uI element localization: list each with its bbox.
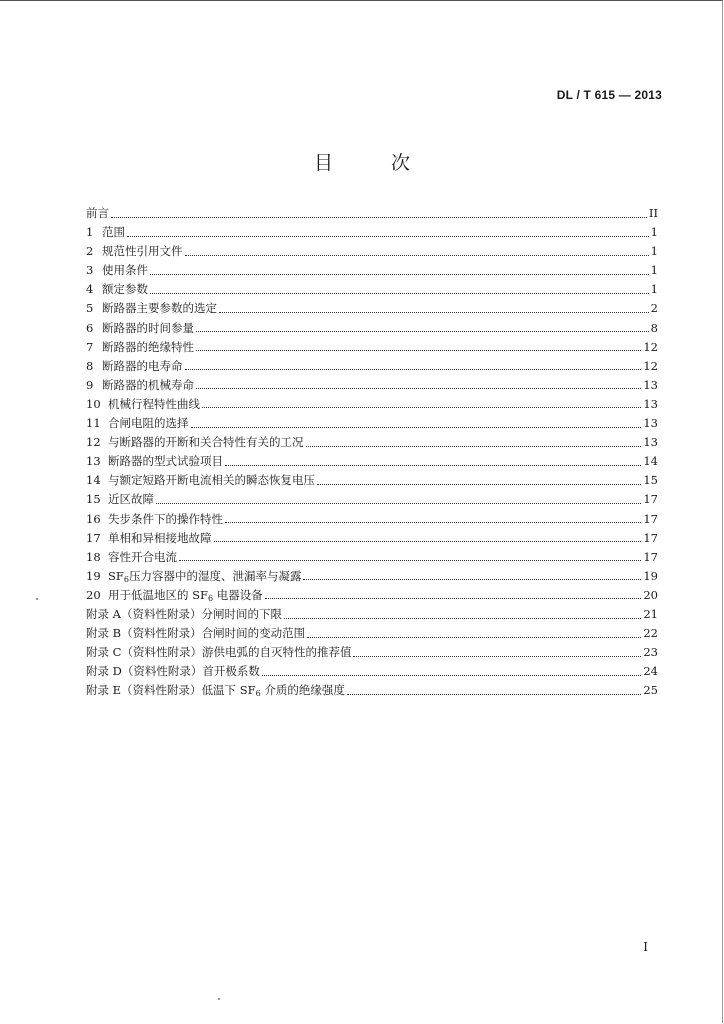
subscript: 6 [208,593,214,603]
toc-entry-number: 11 [86,416,101,431]
toc-entry-number: 12 [86,435,101,450]
toc-entry-label: 断路器的绝缘特性 [102,339,194,354]
toc-entry-page: 12 [643,339,658,354]
toc-entry-page: 17 [643,549,658,564]
toc-entry-label: 前言 [86,206,109,220]
leader-dots [196,349,641,351]
toc-entry-label: 断路器的时间参量 [102,320,194,335]
label-text: SF [108,568,124,583]
toc-entry-page: 13 [643,377,658,392]
toc-entry-number: 20 [86,587,101,602]
leader-dots [127,235,649,237]
toc-entry-label: 断路器的机械寿命 [102,377,194,392]
toc-entry-number: 1 [86,225,94,240]
toc-entry-number: 附录 B（资料性附录） [86,626,202,641]
toc-entry-page: 13 [643,435,658,450]
table-of-contents [86,204,658,700]
toc-entry-1[interactable] [86,223,658,242]
leader-dots [265,597,642,599]
toc-entry-appendix-c[interactable] [86,643,658,662]
toc-entry-page: 2 [650,301,658,316]
leader-dots [185,368,642,370]
toc-entry-page: 1 [650,263,658,278]
label-text: 电器设备 [213,587,263,602]
toc-entry-13[interactable] [86,452,658,471]
toc-entry-label: 断路器主要参数的选定 [102,301,217,316]
leader-dots [202,406,641,408]
toc-entry-number: 5 [86,301,94,316]
toc-entry-page: 15 [643,473,658,488]
toc-entry-label: 容性开合电流 [108,549,177,564]
toc-entry-label: 断路器的电寿命 [102,358,183,373]
label-text: 介质的绝缘强度 [260,683,345,698]
toc-entry-page: 22 [643,626,658,641]
toc-entry-appendix-b[interactable] [86,624,658,643]
toc-entry-2[interactable] [86,242,658,261]
toc-entry-label: 合闸时间的变动范围 [201,626,306,641]
leader-dots [225,521,641,523]
toc-entry-number: 14 [86,473,101,488]
leader-dots [347,693,642,695]
toc-entry-page: 13 [643,396,658,411]
toc-entry-18[interactable] [86,548,658,567]
toc-entry-label: 单相和异相接地故障 [108,530,212,545]
toc-entry-label: 断路器的型式试验项目 [108,454,223,469]
toc-entry-page: 8 [650,320,658,335]
leader-dots [150,292,649,294]
leader-dots [196,330,649,332]
toc-entry-3[interactable] [86,261,658,280]
scan-speck [36,598,38,600]
toc-entry-15[interactable] [86,490,658,509]
toc-entry-number: 17 [86,530,101,545]
toc-entry-page: 17 [643,492,658,507]
subscript: 6 [123,574,129,584]
toc-entry-page: 23 [643,645,658,660]
leader-dots [150,273,649,275]
leader-dots [284,617,641,619]
document-code: DL / T 615 — 2013 [556,88,662,102]
toc-entry-number: 6 [86,320,94,335]
toc-entry-number: 附录 C（资料性附录） [86,645,202,660]
toc-entry-number: 15 [86,492,101,507]
label-text: 用于低温地区的 SF [108,587,209,602]
toc-entry-label [202,681,345,703]
toc-entry-label: 合闸电阻的选择 [108,416,189,431]
toc-entry-appendix-a[interactable] [86,605,658,624]
toc-entry-label: 机械行程特性曲线 [108,396,200,411]
toc-entry-label: 额定参数 [102,282,148,297]
leader-dots [214,540,642,542]
leader-dots [306,445,642,447]
toc-entry-16[interactable] [86,510,658,529]
leader-dots [303,578,641,580]
leader-dots [262,674,641,676]
leader-dots [317,483,641,485]
toc-entry-appendix-e[interactable] [86,681,658,700]
toc-entry-11[interactable] [86,414,658,433]
leader-dots [185,254,649,256]
toc-entry-label: 失步条件下的操作特性 [108,511,223,526]
toc-entry-page: II [648,206,658,220]
toc-entry-8[interactable] [86,357,658,376]
toc-entry-page: 17 [643,530,658,545]
toc-entry-10[interactable] [86,395,658,414]
toc-entry-page: 13 [643,416,658,431]
leader-dots [156,502,641,504]
leader-dots [219,311,649,313]
toc-entry-page: 17 [643,511,658,526]
subscript: 6 [255,689,261,699]
toc-entry-number: 9 [86,377,94,392]
toc-entry-20[interactable] [86,586,658,605]
toc-entry-label: 分闸时间的下限 [201,606,282,621]
toc-entry-number: 13 [86,454,101,469]
label-text: 压力容器中的湿度、泄漏率与凝露 [128,568,302,583]
scan-speck [218,998,220,1000]
toc-entry-label: 使用条件 [102,263,148,278]
toc-entry-number: 8 [86,358,94,373]
toc-entry-page: 1 [650,225,658,240]
page-title: 目 次 [313,152,437,174]
toc-entry-number: 附录 D（资料性附录） [86,664,203,679]
toc-entry-label: 范围 [102,225,125,240]
toc-entry-12[interactable] [86,433,658,452]
leader-dots [353,655,641,657]
leader-dots [307,636,641,638]
toc-entry-number: 18 [86,549,101,564]
leader-dots [225,464,641,466]
toc-entry-page: 25 [643,683,658,698]
toc-entry-7[interactable] [86,338,658,357]
toc-entry-page: 1 [650,244,658,259]
toc-entry-number: 19 [86,568,101,583]
leader-dots [179,559,641,561]
toc-entry-14[interactable] [86,471,658,490]
toc-entry-page: 21 [643,606,658,621]
toc-entry-4[interactable] [86,280,658,299]
toc-entry-page: 12 [643,358,658,373]
toc-entry-label: 规范性引用文件 [102,244,183,259]
toc-entry-number: 4 [86,282,94,297]
toc-entry-number: 16 [86,511,101,526]
toc-entry-label: 首开极系数 [202,664,260,679]
page-number: I [643,940,648,954]
toc-entry-19[interactable] [86,567,658,586]
toc-entry-number: 10 [86,396,101,411]
toc-entry-page: 19 [643,568,658,583]
toc-entry-number: 附录 A（资料性附录） [86,606,202,621]
toc-entry-6[interactable] [86,319,658,338]
toc-entry-page: 14 [643,454,658,469]
toc-entry-label: 与额定短路开断电流相关的瞬态恢复电压 [108,473,315,488]
leader-dots [111,216,647,218]
toc-entry-foreword[interactable] [86,204,658,223]
toc-entry-page: 20 [643,587,658,602]
toc-entry-number: 2 [86,244,94,259]
toc-entry-page: 24 [643,664,658,679]
toc-entry-label: 游供电弧的自灭特性的推荐值 [201,645,352,660]
toc-entry-number: 附录 E（资料性附录） [86,683,202,698]
leader-dots [196,387,641,389]
toc-entry-number: 7 [86,339,94,354]
toc-entry-label: 近区故障 [108,492,154,507]
toc-entry-9[interactable] [86,376,658,395]
label-text: 低温下 SF [201,683,256,698]
leader-dots [191,426,642,428]
toc-entry-17[interactable] [86,529,658,548]
toc-entry-appendix-d[interactable] [86,662,658,681]
toc-entry-label: 与断路器的开断和关合特性有关的工况 [108,435,304,450]
toc-entry-page: 1 [650,282,658,297]
toc-entry-5[interactable] [86,299,658,318]
toc-entry-number: 3 [86,263,94,278]
